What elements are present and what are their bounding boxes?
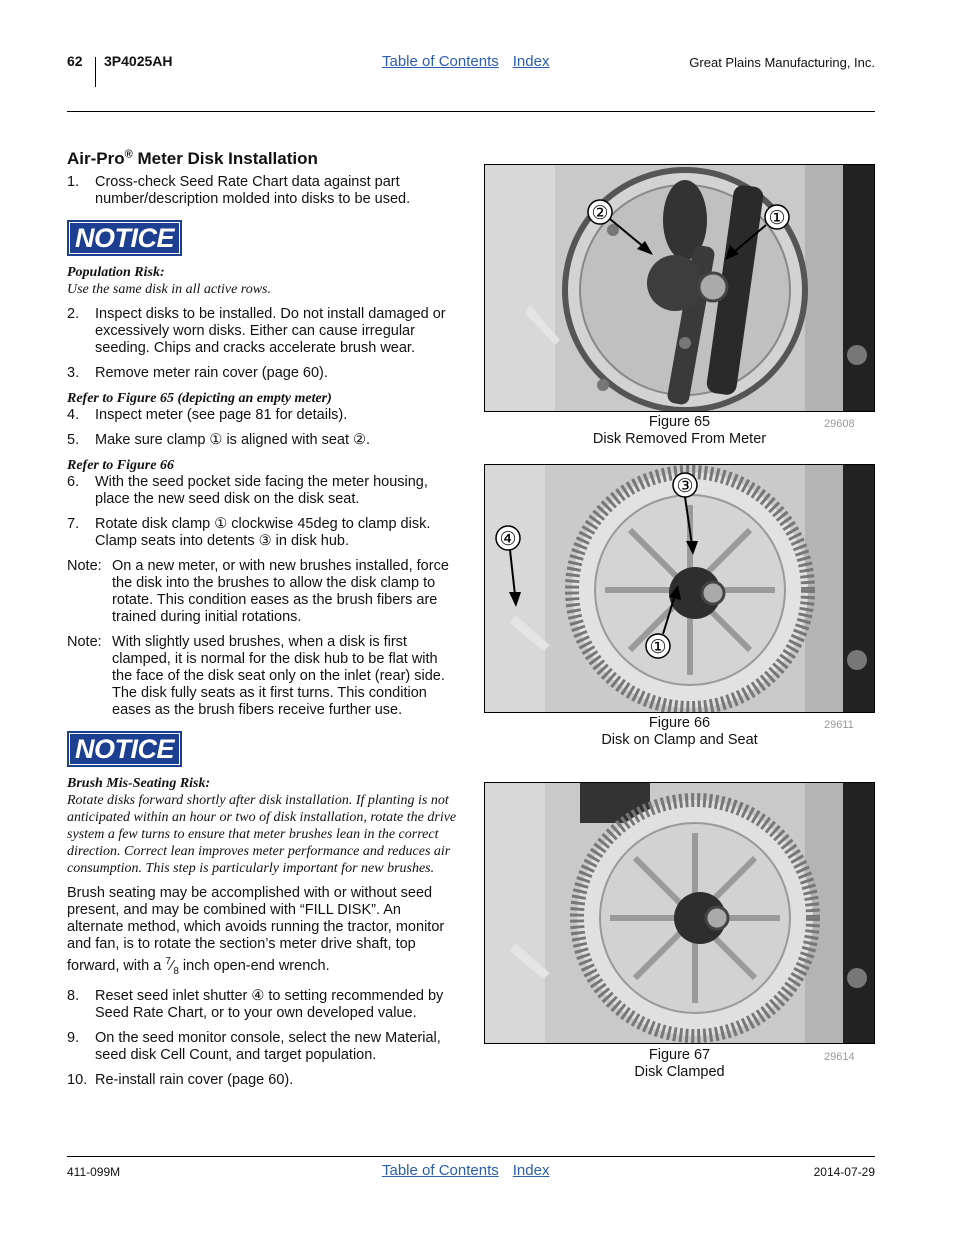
step-6: 6. With the seed pocket side facing the meter housing, place the new seed disk on the disk seat.: [67, 474, 428, 507]
figure-number: Figure 67: [648, 1047, 711, 1063]
figure-reference: Refer to Figure 66: [67, 458, 174, 473]
toc-link[interactable]: Table of Contents: [382, 53, 499, 70]
step-7: 7. Rotate disk clamp ① clockwise 45deg to clamp disk. Clamp seats into detents ③ in disk hub.: [67, 516, 431, 549]
figure-65-caption: [484, 414, 875, 448]
svg-text:①: ①: [649, 637, 667, 658]
svg-text:③: ③: [676, 476, 694, 497]
figure-65-photo: [484, 164, 875, 412]
figure-67-photo: [484, 782, 875, 1044]
notice-badge: NOTICE: [67, 220, 182, 256]
figure-id: 29608: [824, 418, 855, 430]
section-title: Air-Pro® Meter Disk Installation: [67, 148, 318, 168]
footer-date: 2014-07-29: [813, 1165, 875, 1179]
note-1: Note: On a new meter, or with new brushes installed, force the disk into the brushes to allow the disk clamp to rotate. This condition eases as the brush fibers are trained during initial rotations.: [67, 558, 449, 625]
footer-links: [382, 1162, 549, 1179]
figure-id: 29614: [824, 1051, 855, 1063]
figure-number: Figure 65: [648, 414, 711, 430]
svg-text:④: ④: [499, 529, 517, 550]
figure-67-caption: [484, 1047, 875, 1081]
doc-number: 3P4025AH: [104, 53, 173, 69]
header-links: [382, 53, 549, 70]
page-number: 62: [67, 53, 83, 69]
footer-rule: [67, 1156, 875, 1157]
instruction-column: [67, 148, 459, 1097]
risk-title: Population Risk:: [67, 265, 165, 280]
step-2: 2. Inspect disks to be installed. Do not install damaged or excessively worn disks. Either can cause irregular seeding. Chips and cracks accelerate brush wear.: [67, 306, 446, 356]
brush-seating-paragraph: Brush seating may be accomplished with or without seed present, and may be combined with “FILL DISK”. An alternate method, which avoids running the tractor, monitor and fan, is to rotate the section’s meter drive shaft, top forward, with a $^7⁄_8$ inch open-end wrench.: [67, 885, 445, 977]
figure-66-photo: [484, 464, 875, 713]
step-8: 8. Reset seed inlet shutter ④ to setting recommended by Seed Rate Chart, or to your own developed value.: [67, 987, 444, 1021]
step-9: 9. On the seed monitor console, select the new Material, seed disk Cell Count, and target population.: [67, 1029, 441, 1063]
header-divider: [95, 57, 96, 87]
figure-number: Figure 66: [648, 715, 711, 731]
header-rule: [67, 111, 875, 112]
risk-title: Brush Mis-Seating Risk:: [67, 776, 211, 791]
figure-66-caption: [484, 715, 875, 749]
figure-reference: Refer to Figure 65 (depicting an empty meter): [67, 391, 332, 406]
note-2: Note: With slightly used brushes, when a disk is first clamped, it is normal for the disk hub to be flat with the face of the disk seat only on the inlet (rear) side. The disk fully seats as it first turns. This condition eases as the brush fibers receive further use.: [67, 634, 445, 718]
figure-title: Disk on Clamp and Seat: [601, 732, 758, 748]
step-1: 1. Cross-check Seed Rate Chart data against part number/description molded into disks to be used.: [67, 174, 411, 207]
step-10: 10. Re-install rain cover (page 60).: [67, 1071, 294, 1088]
index-link[interactable]: Index: [512, 53, 550, 70]
company-name: Great Plains Manufacturing, Inc.: [689, 55, 875, 70]
step-4: 4. Inspect meter (see page 81 for details).: [67, 407, 348, 423]
footer-doc-id: 411-099M: [67, 1165, 121, 1179]
toc-link[interactable]: Table of Contents: [382, 1162, 499, 1179]
figure-id: 29611: [824, 719, 854, 731]
step-3: 3. Remove meter rain cover (page 60).: [67, 365, 328, 381]
svg-text:②: ②: [591, 203, 609, 224]
figure-title: Disk Clamped: [634, 1064, 725, 1080]
risk-text: Use the same disk in all active rows.: [67, 282, 272, 297]
figure-title: Disk Removed From Meter: [592, 431, 767, 447]
notice-badge: NOTICE: [67, 731, 182, 767]
index-link[interactable]: Index: [512, 1162, 550, 1179]
svg-text:①: ①: [768, 208, 786, 229]
step-5: 5. Make sure clamp ① is aligned with seat ②.: [67, 432, 371, 448]
risk-text: Rotate disks forward shortly after disk installation. If planting is not anticipated within an hour or two of disk installation, rotate the drive system a few turns to ensure that meter brushes lean in the correct direction. Correct lean improves meter performance and reduces air consumption. This step is particularly important for new brushes.: [67, 793, 457, 876]
